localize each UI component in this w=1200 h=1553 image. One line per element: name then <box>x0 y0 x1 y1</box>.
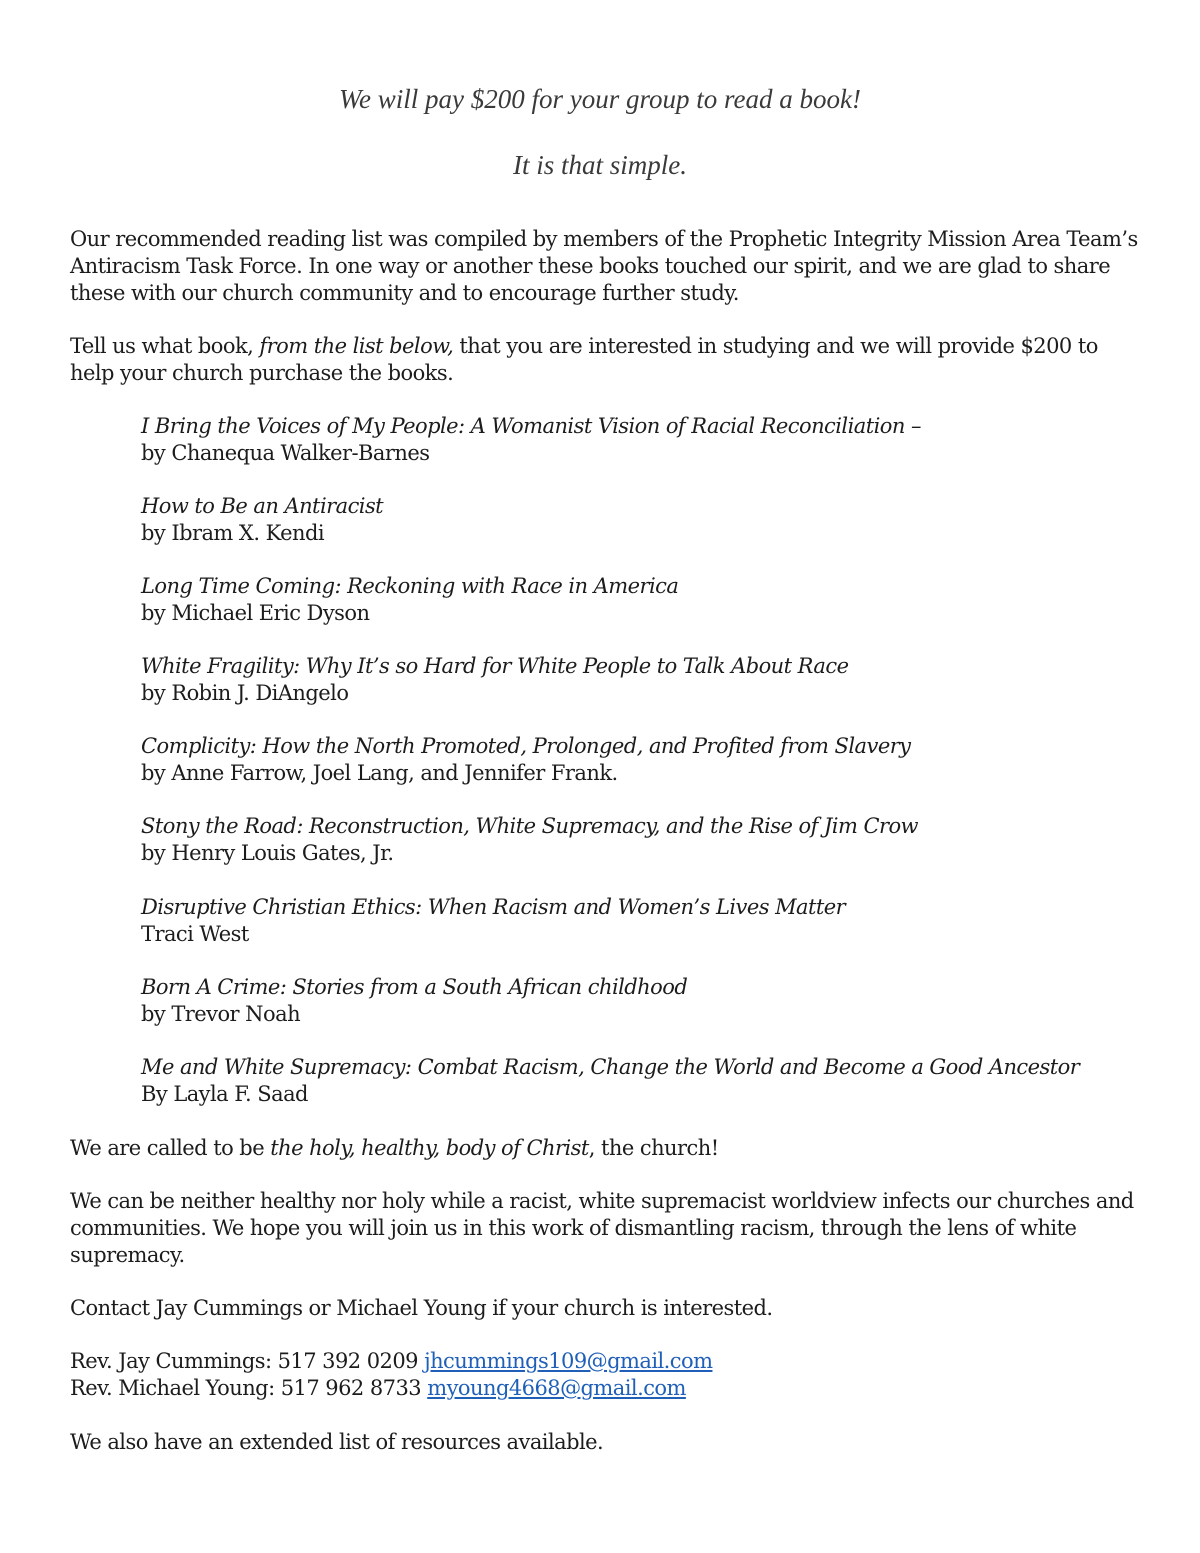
book-entry <box>141 894 1151 948</box>
contact-line-young <box>70 1375 1140 1402</box>
book-author: by Henry Louis Gates, Jr. <box>141 841 394 865</box>
email-link-cummings[interactable]: jhcummings109@gmail.com <box>424 1349 713 1373</box>
contact-paragraph: Contact Jay Cummings or Michael Young if your church is interested. <box>70 1296 773 1320</box>
book-entry <box>141 413 1151 467</box>
contact-label: Rev. Michael Young: 517 962 8733 <box>70 1376 422 1400</box>
book-author: by Anne Farrow, Joel Lang, and Jennifer Frank. <box>141 761 618 785</box>
book-author: By Layla F. Saad <box>141 1082 308 1106</box>
called-text-before: We are called to be <box>70 1136 265 1160</box>
book-entry <box>141 573 1151 627</box>
contact-label: Rev. Jay Cummings: 517 392 0209 <box>70 1349 418 1373</box>
book-title: Born A Crime: Stories from a South African childhood <box>141 975 688 999</box>
intro-paragraph: Our recommended reading list was compiled by members of the Prophetic Integrity Mission Area Team’s Antiracism Task Force. In one way or another these books touched our spirit, and we are glad to share these with our church community and to encourage further study. <box>70 227 1138 305</box>
book-entry <box>141 733 1151 787</box>
book-entry <box>141 813 1151 867</box>
called-text-after: , the church! <box>588 1136 719 1160</box>
called-emphasis: the holy, healthy, body of Christ <box>270 1136 589 1160</box>
book-title: I Bring the Voices of My People: A Womanist Vision of Racial Reconciliation – <box>141 414 921 438</box>
contact-line-cummings <box>70 1348 1140 1375</box>
tell-text-before: Tell us what book, <box>70 334 254 358</box>
book-title: Me and White Supremacy: Combat Racism, Change the World and Become a Good Ancestor <box>141 1055 1080 1079</box>
book-title: Disruptive Christian Ethics: When Racism and Women’s Lives Matter <box>141 895 846 919</box>
book-author: by Trevor Noah <box>141 1002 301 1026</box>
book-author: by Robin J. DiAngelo <box>141 681 349 705</box>
book-title: Long Time Coming: Reckoning with Race in America <box>141 574 679 598</box>
book-author: Traci West <box>141 922 249 946</box>
book-entry <box>141 653 1151 707</box>
book-entry <box>141 1054 1151 1108</box>
tell-text-after: that you are interested in studying and we will provide $200 to help your church purchase the books. <box>70 334 1098 385</box>
tell-paragraph <box>70 333 1140 387</box>
book-entry <box>141 974 1151 1028</box>
book-title: White Fragility: Why It’s so Hard for White People to Talk About Race <box>141 654 849 678</box>
book-entry <box>141 493 1151 547</box>
called-paragraph <box>70 1135 1140 1162</box>
headline-offer: We will pay $200 for your group to read a book! <box>339 84 861 114</box>
extended-resources-paragraph: We also have an extended list of resources available. <box>70 1430 604 1454</box>
tell-emphasis: from the list below, <box>259 334 454 358</box>
book-author: by Chanequa Walker-Barnes <box>141 441 430 465</box>
book-title: How to Be an Antiracist <box>141 494 384 518</box>
headline-simple: It is that simple. <box>513 150 687 180</box>
healthy-paragraph: We can be neither healthy nor holy while a racist, white supremacist worldview infects our churches and communities. We hope you will join us in this work of dismantling racism, through the lens of white supremacy. <box>70 1189 1134 1267</box>
book-title: Stony the Road: Reconstruction, White Supremacy, and the Rise of Jim Crow <box>141 814 918 838</box>
contact-list <box>70 1348 1140 1402</box>
book-author: by Michael Eric Dyson <box>141 601 370 625</box>
book-author: by Ibram X. Kendi <box>141 521 325 545</box>
book-title: Complicity: How the North Promoted, Prolonged, and Profited from Slavery <box>141 734 911 758</box>
email-link-young[interactable]: myoung4668@gmail.com <box>427 1376 686 1400</box>
